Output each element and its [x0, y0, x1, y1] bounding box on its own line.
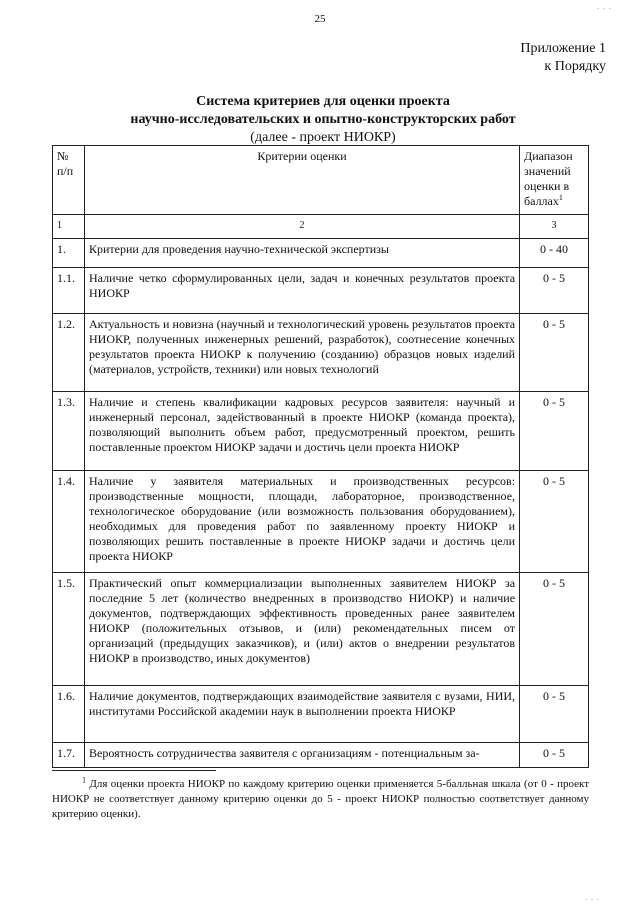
title-line-1: Система критериев для оценки проекта — [196, 94, 450, 109]
scan-mark: . . . — [597, 2, 612, 11]
footnote-marker: 1 — [82, 775, 86, 785]
row-criteria: Вероятность сотрудничества заявителя с организациям - потенциальным за- — [84, 743, 519, 768]
table-header-row — [53, 146, 589, 215]
table-row — [53, 239, 589, 268]
appendix-line-2: к Порядку — [544, 59, 606, 74]
table-row — [53, 573, 589, 686]
row-range: 0 - 5 — [520, 573, 589, 686]
document-title — [58, 93, 588, 147]
row-number: 1. — [53, 239, 85, 268]
row-criteria: Актуальность и новизна (научный и технологический уровень результатов проекта НИОКР, полученных инженерных решений, разработок), соотнесение конечных результатов проекта НИОКР к получению (созданию) образцов новых изделий (материалов, устройств, техники) или новых технологий — [84, 314, 519, 392]
table-row — [53, 471, 589, 573]
row-number: 1.7. — [53, 743, 85, 768]
row-number: 1.2. — [53, 314, 85, 392]
title-line-3: (далее - проект НИОКР) — [250, 130, 396, 145]
table-row — [53, 392, 589, 471]
row-criteria: Наличие у заявителя материальных и производственных ресурсов: производственные мощности, площади, лабораторное, производственное, технологическое оборудование (или возможность пользования оборудованием), необходимых для проведения работ по заявленному проекту НИОКР и позволяющих решить поставленные в проекте НИОКР задачи и достичь цели проекта НИОКР — [84, 471, 519, 573]
row-range: 0 - 5 — [520, 268, 589, 314]
row-criteria: Практический опыт коммерциализации выполненных заявителем НИОКР за последние 5 лет (количество внедренных в производство НИОКР) и наличие документов, подтверждающих эффективность проведенных ранее заявителем НИОКР (положительных отзывов, и (или) рекомендательных писем от организаций (предыдущих заказчиков), и (или) актов о внедрении результатов НИОКР в производство, иных документов) — [84, 573, 519, 686]
row-number: 1.6. — [53, 686, 85, 743]
appendix-reference — [520, 40, 606, 76]
footnote-text: Для оценки проекта НИОКР по каждому критерию оценки применяется 5-балльная шкала (от 0 - проект НИОКР не соответствует данному критерию оценки до 5 - проект НИОКР полностью соответствует данному критерию оценки). — [52, 778, 590, 820]
criteria-table — [52, 145, 589, 768]
row-criteria: Наличие документов, подтверждающих взаимодействие заявителя с вузами, НИИ, институтами Российской академии наук в выполнении проекта НИОКР — [84, 686, 519, 743]
row-range: 0 - 5 — [520, 392, 589, 471]
page-number: 25 — [314, 13, 326, 25]
column-number: 1 — [53, 215, 85, 239]
row-range: 0 - 5 — [520, 743, 589, 768]
header-number: № п/п — [53, 146, 85, 215]
row-number: 1.5. — [53, 573, 85, 686]
footnote-divider — [52, 770, 216, 771]
table-row — [53, 743, 589, 768]
title-line-2: научно-исследовательских и опытно-конструкторских работ — [130, 112, 516, 127]
table-row — [53, 268, 589, 314]
row-number: 1.1. — [53, 268, 85, 314]
row-range: 0 - 5 — [520, 471, 589, 573]
row-range: 0 - 5 — [520, 686, 589, 743]
column-number-row — [53, 215, 589, 239]
row-criteria: Наличие четко сформулированных цели, задач и конечных результатов проекта НИОКР — [84, 268, 519, 314]
row-number: 1.3. — [53, 392, 85, 471]
header-range — [520, 146, 589, 215]
row-criteria: Наличие и степень квалификации кадровых ресурсов заявителя: научный и инженерный персонал, задействованный в проекте НИОКР (команда проекта), позволяющий выполнить объем работ, предусмотренный проектом, решить поставленные проектом НИОКР задачи и достичь цели проекта НИОКР — [84, 392, 519, 471]
footnote — [52, 777, 589, 822]
row-range: 0 - 40 — [520, 239, 589, 268]
header-criteria: Критерии оценки — [84, 146, 519, 215]
header-range-label: Диапазон значений оценки в баллах — [524, 149, 573, 208]
scan-mark: . . . — [585, 893, 600, 902]
table-row — [53, 686, 589, 743]
appendix-line-1: Приложение 1 — [520, 41, 606, 56]
column-number: 2 — [84, 215, 519, 239]
row-number: 1.4. — [53, 471, 85, 573]
column-number: 3 — [520, 215, 589, 239]
row-criteria: Критерии для проведения научно-технической экспертизы — [84, 239, 519, 268]
footnote-ref: 1 — [558, 193, 563, 202]
row-range: 0 - 5 — [520, 314, 589, 392]
table-row — [53, 314, 589, 392]
